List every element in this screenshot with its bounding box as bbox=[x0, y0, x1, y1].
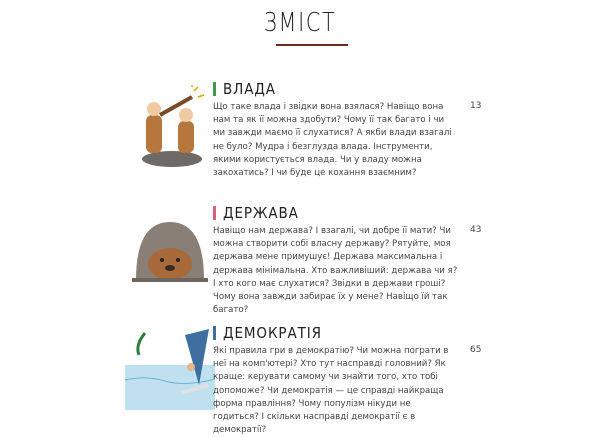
cavemen-illustration bbox=[132, 85, 212, 170]
section-description: Навіщо нам держава? І взагалі, чи добре її мати? Чи можна створити собі власну державу? Рятуйте, моя держава мене примушує! Держава максимальна і держава мінімальна. Хто важливіший: держава чи я? І хто кого має слухатися? Звідки в держави гроші? Чому вона завжди забирає їх у мене? Навіщо їй так багато? bbox=[213, 226, 458, 316]
page-number: 43 bbox=[470, 225, 482, 235]
section-color-bar bbox=[213, 82, 216, 96]
windsurfer-illustration bbox=[125, 325, 215, 415]
toc-entry-vlada[interactable] bbox=[213, 80, 503, 180]
section-description: Що таке влада і звідки вона взялася? Навіщо вона нам та як її можна здобути? Чому її так багато і чи ми завжди маємо її слухатися? А якби влади взагалі не було? Мудра і безглузда влада. Інструменти, якими користується влада. Чи у владу можна закохатись? І чи буде це кохання взаємним? bbox=[213, 102, 452, 179]
page-title: ЗМІСТ bbox=[263, 8, 337, 38]
section-heading: ДЕМОКРАТІЯ bbox=[223, 324, 322, 342]
dog-in-house-illustration bbox=[128, 212, 212, 292]
section-description: Які правила гри в демократію? Чи можна пограти в неї на комп'ютері? Хто тут насправді головний? Як краще: керувати самому чи знайти того, хто тобі допоможе? Чи демократія — це справді найкраща форма правління? Чому популізм нікуди не годиться? І скільки насправді демократії є в демократії? bbox=[213, 346, 449, 436]
page-number: 65 bbox=[470, 345, 482, 355]
section-heading: ВЛАДА bbox=[223, 80, 276, 98]
page-number: 13 bbox=[470, 101, 482, 111]
section-color-bar bbox=[213, 326, 216, 340]
toc-entry-demokratiya[interactable] bbox=[213, 324, 503, 437]
title-underline bbox=[276, 44, 348, 46]
section-heading: ДЕРЖАВА bbox=[223, 204, 299, 222]
toc-entry-derzhava[interactable] bbox=[213, 204, 503, 317]
section-color-bar bbox=[213, 206, 216, 220]
